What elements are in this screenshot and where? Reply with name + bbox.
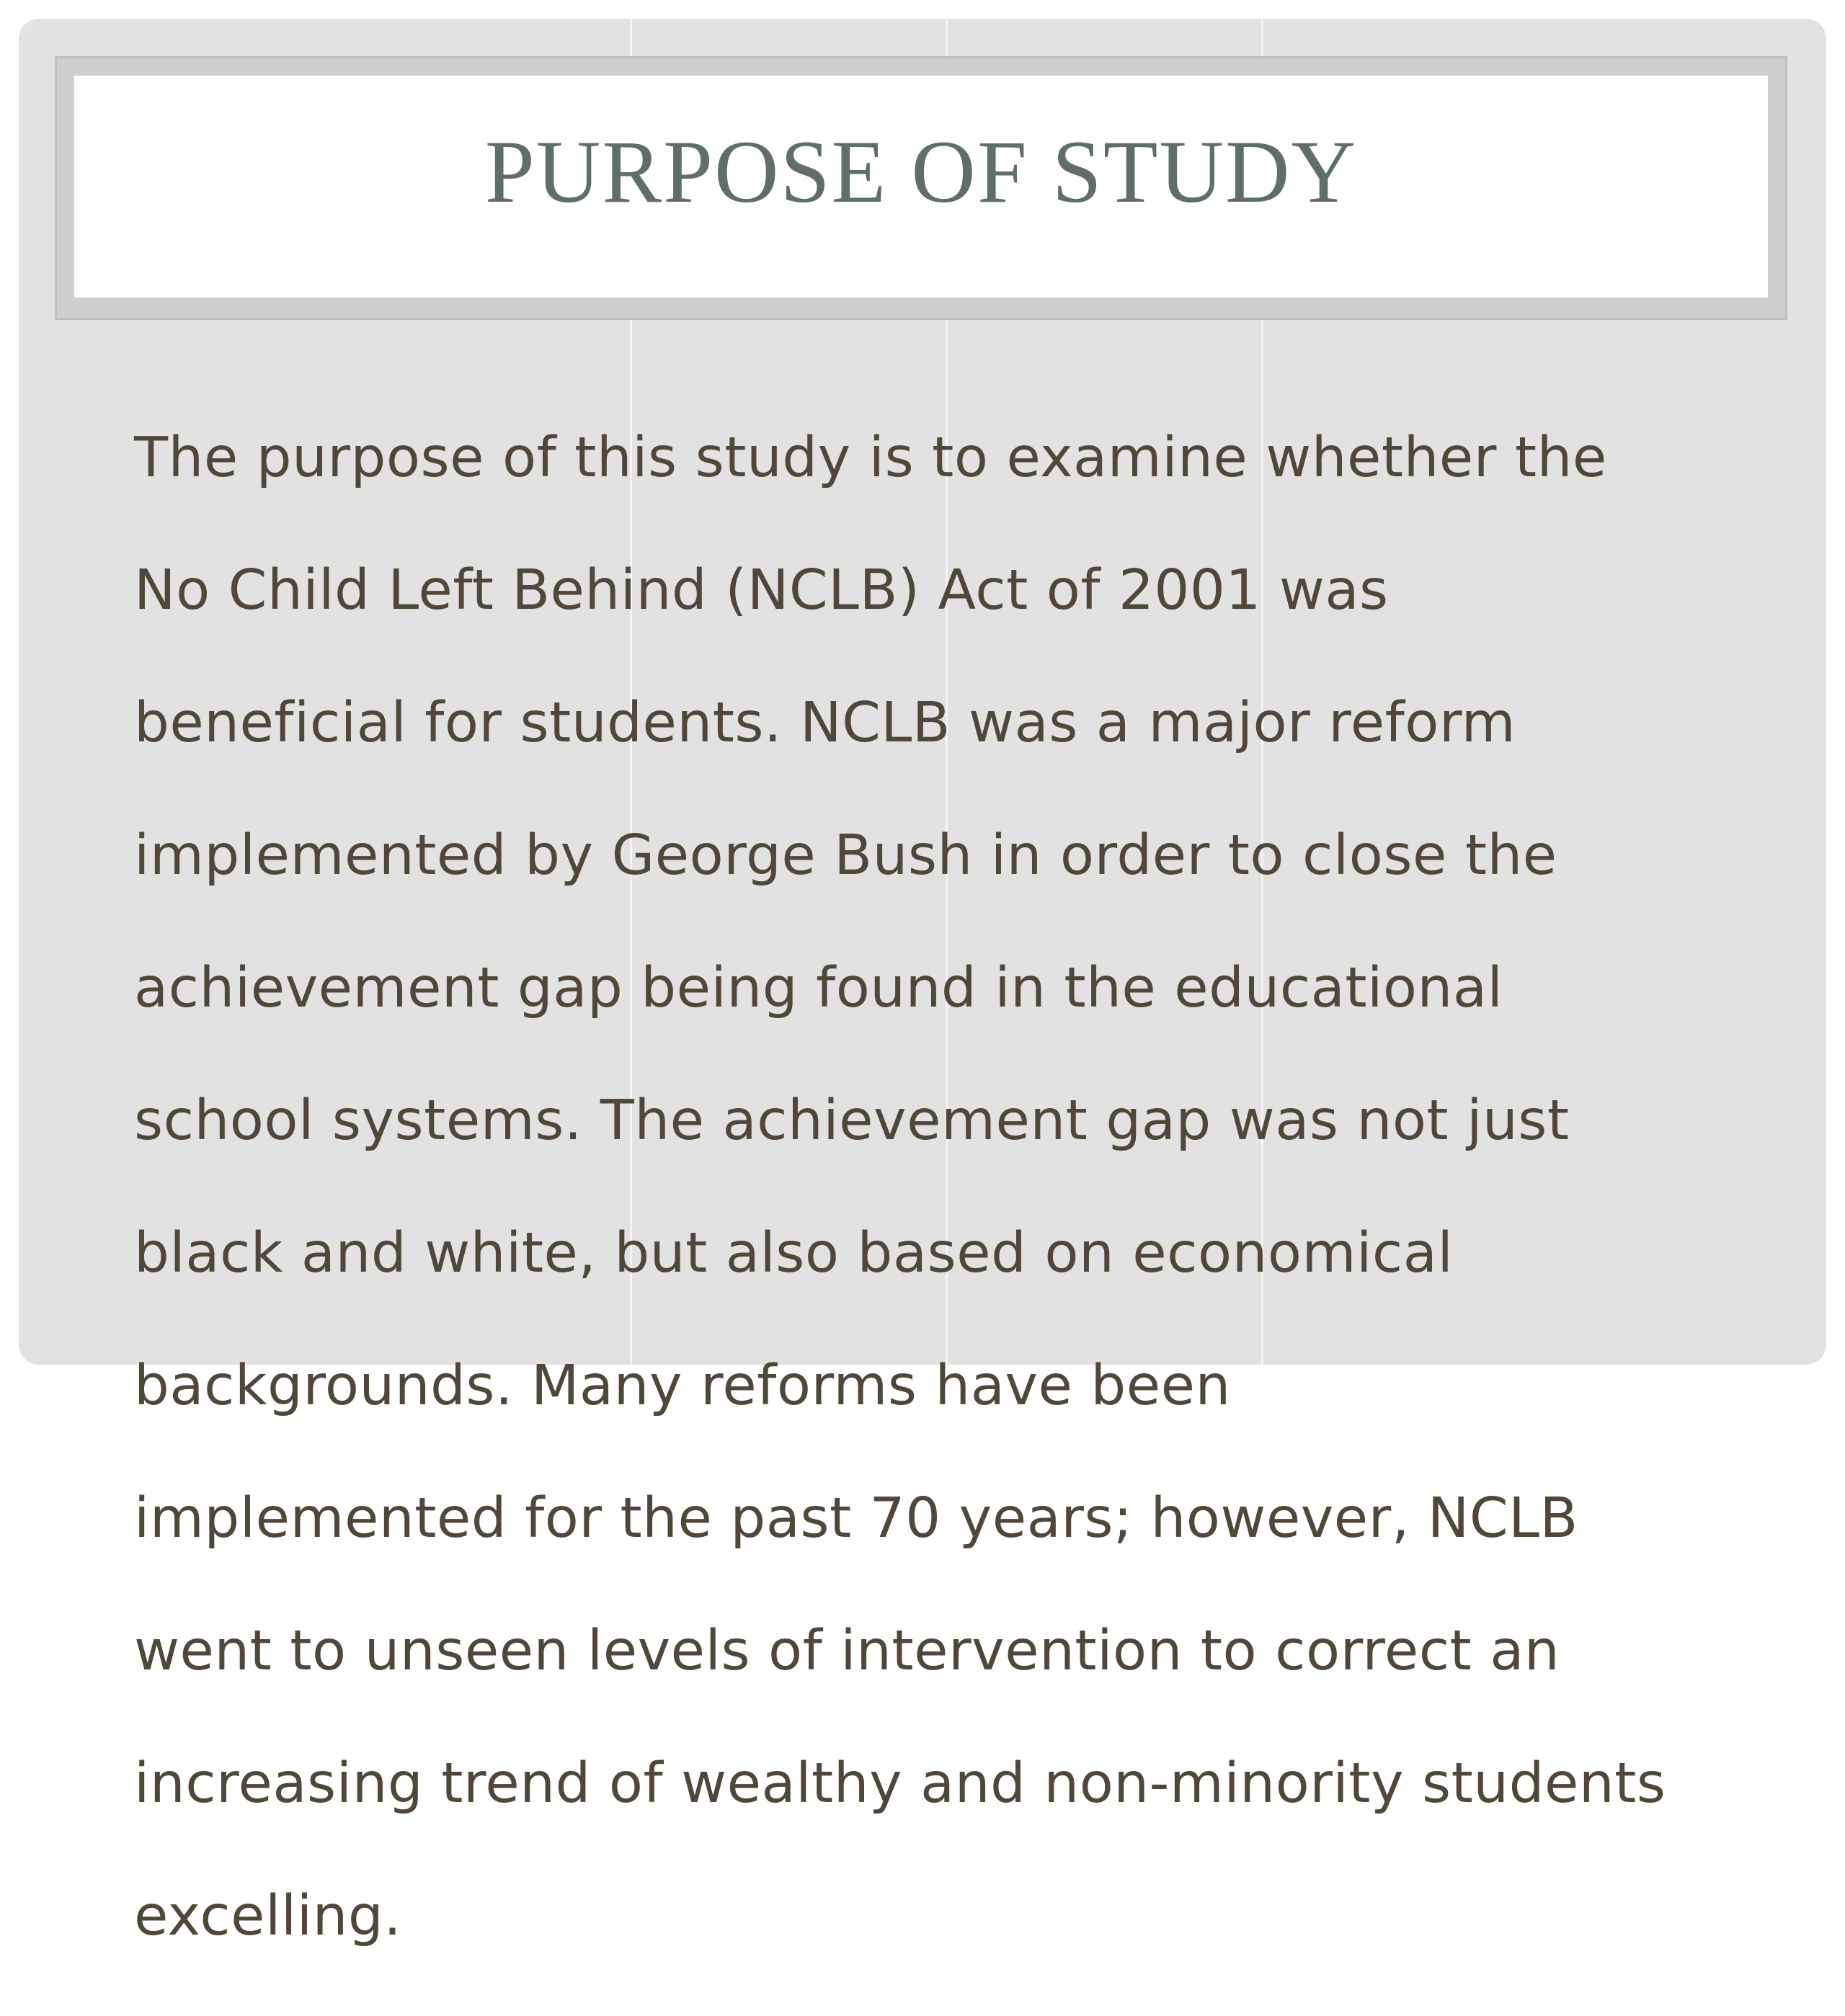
body-line: No Child Left Behind (NCLB) Act of 2001 was — [134, 558, 1389, 623]
slide — [19, 19, 1826, 1948]
body-line: increasing trend of wealthy and non-minority students — [134, 1752, 1666, 1816]
body-line: The purpose of this study is to examine whether the — [134, 426, 1607, 490]
title-box — [74, 76, 1768, 298]
body-line: implemented by George Bush in order to close the — [134, 824, 1557, 888]
body-line: achievement gap being found in the educational — [134, 956, 1503, 1020]
body-line: black and white, but also based on economical — [134, 1221, 1454, 1285]
body-line: implemented for the past 70 years; however, NCLB — [134, 1486, 1578, 1551]
body-line: school systems. The achievement gap was not just — [134, 1089, 1570, 1153]
body-line: went to unseen levels of intervention to correct an — [134, 1619, 1560, 1683]
slide-title: PURPOSE OF STUDY — [484, 122, 1358, 221]
body-line: beneficial for students. NCLB was a major reform — [134, 691, 1516, 755]
body-line: backgrounds. Many reforms have been — [134, 1354, 1231, 1418]
body-line: excelling. — [134, 1884, 402, 1948]
slide-body — [134, 359, 1813, 2016]
title-frame — [55, 56, 1787, 320]
